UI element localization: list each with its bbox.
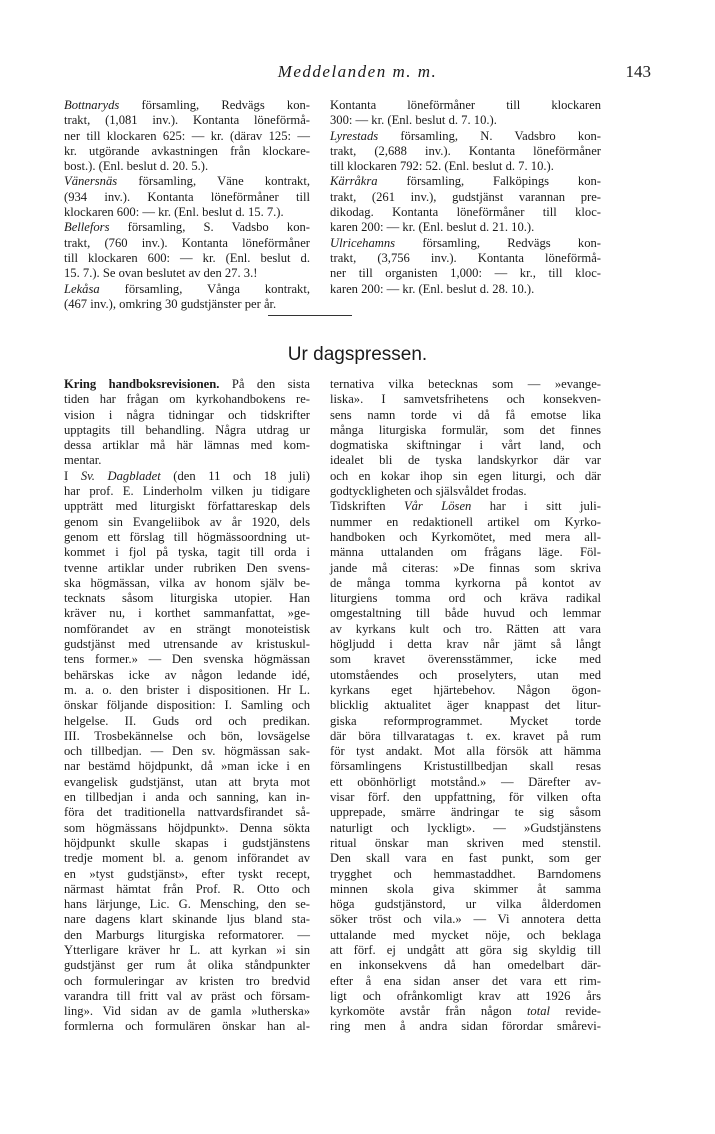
text-segment: sens namn torde vi då få emotse lika (330, 407, 601, 422)
text-line (64, 251, 310, 266)
text-line (64, 637, 310, 652)
text-segment: upprepade, smärre ändringar te sig såsom (330, 805, 601, 820)
text-line (330, 744, 601, 759)
text-segment: församling, Redvägs kon- (119, 98, 310, 112)
text-segment: ska högmässan, vilka av honom själv be- (64, 575, 310, 590)
page-number: 143 (625, 62, 651, 81)
text-line (330, 515, 601, 530)
text-line (64, 958, 310, 973)
text-segment: ner till organisten 1,000: — kr., till kloc- (330, 266, 601, 281)
text-segment: ling». Vid sidan av de gamla »lutherska» (64, 1004, 310, 1019)
text-line (64, 266, 310, 281)
section-title: Ur dagspressen. (287, 344, 428, 365)
text-segment: höga gudstjänstord, ur vilka ålderdomen (330, 897, 601, 912)
text-line (330, 484, 601, 499)
text-segment: Bottnaryds (64, 98, 120, 112)
text-line (64, 453, 310, 468)
text-segment: trakt, (760 inv.). Kontanta löneförmåner (64, 235, 310, 250)
text-line (64, 729, 310, 744)
text-line (330, 698, 601, 713)
text-segment: männa uttalanden om frågans läge. Föl- (330, 545, 601, 560)
text-line (64, 652, 310, 667)
text-segment: upptagits till behandling. Några utdrag ur (64, 422, 310, 437)
text-segment: I (64, 468, 81, 483)
text-segment: trakt, (261 inv.), gudstjänst varannan pre- (330, 189, 601, 204)
text-segment: nummer en redaktionell artikel om Kyrko- (330, 514, 601, 529)
text-segment: ternativa vilka betecknas som — »evange- (330, 377, 601, 391)
text-line (330, 759, 601, 774)
text-segment: 300: — kr. (Enl. beslut d. 7. 10.). (330, 113, 497, 128)
text-line (330, 591, 601, 606)
text-segment: Bellefors (64, 220, 110, 235)
text-segment: trygghet och hemmastaddhet. Barndomens (330, 866, 601, 881)
text-line (330, 652, 601, 667)
text-segment: en »tyst gudstjänst», efter tyskt recept, (64, 866, 310, 881)
text-line (64, 683, 310, 698)
text-segment: tredje moment bl. a. genom införandet av (64, 851, 310, 866)
text-line (64, 484, 310, 499)
text-line (64, 530, 310, 545)
text-segment: en inkonsekvens då han omedelbart där- (330, 958, 601, 973)
text-segment: karen 200: — kr. (Enl. beslut d. 28. 10.). (330, 281, 535, 296)
text-segment: trakt, (2,688 inv.). Kontanta löneförmåner (330, 143, 601, 158)
text-line (330, 144, 601, 159)
text-segment: efter å ena sidan anser det vara ett rim- (330, 973, 601, 988)
text-line (330, 867, 601, 882)
text-line (330, 174, 601, 189)
text-segment: klockaren 600: — kr. (Enl. beslut d. 15. 7.). (64, 205, 284, 220)
text-segment: kyrkomöte avstår från någon (330, 1004, 527, 1019)
text-segment: trakt, (3,756 inv.). Kontanta löneförmå- (330, 250, 601, 265)
text-segment: total (526, 1004, 551, 1019)
text-line (330, 775, 601, 790)
text-segment: ligt och ofrånkomligt krav att 1926 års (330, 988, 601, 1003)
text-line (330, 1004, 601, 1019)
text-line (64, 438, 310, 453)
text-line (330, 499, 601, 514)
text-segment: uppträtt med liturgiskt författareskap dels (64, 499, 310, 514)
text-line (330, 622, 601, 637)
text-segment: församlingens Kristustillbedjan skall resas (330, 759, 601, 774)
text-segment: evangelisk gudstjänst, utan att bryta mot (64, 774, 310, 789)
text-segment: har i sitt juli- (471, 499, 601, 514)
text-line (330, 438, 601, 453)
text-segment: omgestaltning till både huvud och lemmar (330, 606, 601, 621)
text-line (64, 1004, 310, 1019)
text-line (64, 190, 310, 205)
text-line (330, 912, 601, 927)
text-line (330, 129, 601, 144)
text-segment: trakt, (1,081 inv.). Kontanta löneförmå- (64, 113, 310, 128)
text-line (64, 576, 310, 591)
text-segment: Kärråkra (330, 174, 378, 189)
text-segment: ner till klockaren 625: — kr. (därav 125: — (64, 128, 310, 143)
text-segment: höjdpunkt skulle skapas i gudstjänstens (64, 835, 310, 850)
text-segment: Lekåsa (64, 281, 100, 296)
text-line (330, 251, 601, 266)
text-segment: (den 11 och 18 juli) (160, 468, 310, 483)
text-line (330, 836, 601, 851)
text-line (64, 282, 310, 297)
notices-left-column (64, 98, 310, 312)
text-line (64, 591, 310, 606)
text-line (64, 561, 310, 576)
text-segment: karen 200: — kr. (Enl. beslut d. 21. 10.). (330, 220, 535, 235)
text-line (330, 790, 601, 805)
text-segment: nomförandet av en strängt monoteistisk (64, 621, 310, 636)
text-segment: naturligt och lyckligt». — »Gudstjänstens (330, 820, 601, 835)
text-segment: hans lärjunge, Lic. G. Mensching, den se- (64, 897, 310, 912)
text-line (64, 236, 310, 251)
text-line (330, 453, 601, 468)
text-segment: minnen skola giva skimmer åt samma (330, 881, 601, 896)
text-segment: söker tröst och vila.» — Vi annotera detta (330, 912, 601, 927)
text-line (330, 469, 601, 484)
text-line (64, 545, 310, 560)
text-segment: församling, Väne kontrakt, (117, 174, 310, 189)
text-line (64, 714, 310, 729)
text-segment: dogmatiska skiftningar i vårt land, och (330, 438, 601, 453)
text-segment: Sv. Dagbladet (80, 468, 161, 483)
text-segment: till klockaren 792: 52. (Enl. beslut d. 7. 10.). (330, 159, 554, 174)
text-segment: nar bestämd höjdpunkt, då »man icke i en (64, 759, 310, 774)
text-line (64, 622, 310, 637)
text-line (330, 205, 601, 220)
text-segment: m. a. o. den brister i dispositionen. Hr L. (64, 682, 310, 697)
text-line (64, 205, 310, 220)
text-segment: uttalande med mycket nöje, och beklaga (330, 927, 601, 942)
text-line (330, 805, 601, 820)
text-line (330, 897, 601, 912)
text-segment: Den skall vara en fast punkt, som ger (330, 851, 601, 866)
text-segment: Tidskriften (330, 499, 404, 514)
text-segment: av kyrkans kult och tro. Rätten att vara (330, 621, 601, 636)
text-line (64, 759, 310, 774)
text-segment: nare dagens klart skinande ljus bland sta- (64, 912, 310, 927)
text-line (330, 561, 601, 576)
text-segment: Lyrestads (330, 128, 379, 143)
text-line (64, 408, 310, 423)
text-segment: församling, S. Vadsbo kon- (109, 220, 310, 235)
text-line (64, 989, 310, 1004)
text-line (64, 912, 310, 927)
text-segment: tiden har frågan om kyrkohandbokens re- (64, 392, 310, 407)
text-line (64, 698, 310, 713)
text-line (64, 882, 310, 897)
text-segment: kyrkans eget hjärtebehov. Någon ögon- (330, 682, 601, 697)
text-line (64, 499, 310, 514)
text-segment: tvenne artiklar under rubriken Den svens- (64, 560, 310, 575)
text-line (330, 882, 601, 897)
text-line (64, 805, 310, 820)
text-segment: högljudd i detta krav når jämt så långt (330, 637, 601, 652)
text-line (330, 958, 601, 973)
text-segment: Ytterligare kräver hr L. att kyrkan »i sin (64, 942, 310, 957)
text-segment: gudstjänst ger rum åt olika ståndpunkter (64, 958, 310, 973)
text-line (64, 668, 310, 683)
text-line (64, 836, 310, 851)
text-line (330, 98, 601, 113)
text-segment: formlerna och formulären önskar han al- (64, 1019, 310, 1034)
text-line (64, 851, 310, 866)
text-segment: att förf. ej undgått att göra sig skyldig till (330, 942, 601, 957)
text-line (64, 297, 310, 312)
text-line (330, 974, 601, 989)
text-segment: och tillbedjan. — Den sv. högmässan sak- (64, 744, 310, 759)
text-segment: den Marburgs liturgiska reformatorer. — (64, 927, 310, 942)
text-line (330, 377, 601, 392)
text-line (64, 790, 310, 805)
text-segment: På den sista (219, 377, 310, 391)
text-segment: giska reformprogrammet. Mycket torde (330, 713, 601, 728)
text-segment: de många tomma kyrkorna på kontot av (330, 575, 601, 590)
text-segment: och en kokar ihop sin egen liturgi, och där (330, 468, 601, 483)
text-line (64, 744, 310, 759)
text-line (64, 775, 310, 790)
text-line (330, 714, 601, 729)
notices-right-column (330, 98, 601, 297)
text-line (330, 928, 601, 943)
text-segment: III. Trosbekännelse och bön, lovsägelse (64, 728, 310, 743)
text-line (64, 606, 310, 621)
text-segment: visar förf. den uppfattning, för vilken ofta (330, 790, 601, 805)
text-segment: tens former.» — Den svenska högmässan (64, 652, 310, 667)
text-segment: tecknats såsom liturgiska utopier. Han (64, 591, 310, 606)
text-line (64, 974, 310, 989)
text-segment: helgelse. II. Guds ord och predikan. (64, 713, 310, 728)
text-line (330, 821, 601, 836)
text-line (330, 266, 601, 281)
text-segment: revide- (550, 1004, 602, 1019)
text-line (64, 174, 310, 189)
text-segment: dessa artiklar må här lämnas med kom- (64, 438, 310, 453)
text-segment: kommet i fjol på tyska, tagit till orda i (64, 545, 310, 560)
text-segment: dikodag. Kontanta löneförmåner till kloc- (330, 205, 601, 220)
text-segment: Vår Lösen (403, 499, 472, 514)
text-line (330, 1019, 601, 1034)
text-line (330, 729, 601, 744)
text-segment: liska». I samvetsfrihetens och konsekven- (330, 392, 601, 407)
text-line (330, 159, 601, 174)
text-segment: för tyst andakt. Mot alla försök att hämma (330, 744, 601, 759)
text-line (330, 190, 601, 205)
text-line (64, 1019, 310, 1034)
text-line (330, 637, 601, 652)
text-segment: kr. utgörande avkastningen från klockare- (64, 143, 310, 158)
text-line (64, 423, 310, 438)
text-line (330, 530, 601, 545)
text-line (64, 867, 310, 882)
text-segment: genom ett förslag till högmässoordning ut- (64, 529, 310, 544)
text-segment: som högmässans höjdpunkt». Denna sökta (64, 820, 310, 835)
text-line (64, 897, 310, 912)
text-segment: till klockaren 600: — kr. (Enl. beslut d. (64, 250, 310, 265)
text-segment: Kring handboksrevisionen. (64, 377, 220, 391)
text-segment: 15. 7.). Se ovan beslutet av den 27. 3.! (64, 266, 258, 281)
text-segment: församling, N. Vadsbro kon- (378, 128, 601, 143)
text-segment: kräver nu, i korthet sammanfattat, »ge- (64, 606, 310, 621)
text-segment: jande må citeras: »De finnas som skriva (330, 560, 601, 575)
text-segment: ett obönhörligt motstånd.» — Därefter av- (330, 774, 601, 789)
text-line (330, 943, 601, 958)
text-line (64, 392, 310, 407)
text-line (330, 851, 601, 866)
text-line (64, 928, 310, 943)
text-line (330, 282, 601, 297)
text-line (330, 408, 601, 423)
text-segment: godtyckligheten och själsvåldet frodas. (330, 484, 527, 499)
text-segment: församling, Vånga kontrakt, (99, 281, 310, 296)
text-line (330, 606, 601, 621)
article-left-column (64, 377, 310, 1035)
text-line (64, 515, 310, 530)
text-segment: varandra till fritt val av präst och försam- (64, 988, 310, 1003)
text-segment: behärskas icke av någon ledande idé, (64, 667, 310, 682)
text-line (330, 683, 601, 698)
text-segment: en tillbedjan i anda och sanning, kan in- (64, 790, 310, 805)
text-segment: som kravet överensstämmer, icke med (330, 652, 601, 667)
text-segment: genom sin Evangeliibok av år 1920, dels (64, 514, 310, 529)
text-segment: ritual önskar man skriven med stenstil. (330, 835, 601, 850)
text-line (330, 392, 601, 407)
text-segment: Ulricehamns (330, 235, 396, 250)
text-segment: utomståendes och proselyters, utan med (330, 667, 601, 682)
text-segment: Kontanta löneförmåner till klockaren (330, 98, 601, 112)
text-segment: där böra tillvaratagas t. ex. kravet på rum (330, 728, 601, 743)
text-segment: (467 inv.), omkring 30 gudstjänster per år. (64, 296, 277, 311)
text-segment: Vänersnäs (64, 174, 118, 189)
text-line (64, 377, 310, 392)
text-segment: liturgiens tomma ord och kräva radikal (330, 591, 601, 606)
text-segment: närmast hämtat från Prof. R. Otto och (64, 881, 310, 896)
text-segment: gudstjänst med utrensande av kristuskul- (64, 637, 310, 652)
text-segment: har prof. E. Linderholm vilken ju tidigare (64, 484, 310, 499)
text-segment: vision i några tidningar och tidskrifter (64, 407, 310, 422)
text-line (64, 129, 310, 144)
text-segment: föra det traditionella nattvardsfirandet så- (64, 805, 310, 820)
text-segment: många liturgiska formulär, som det finnes (330, 422, 601, 437)
text-segment: bost.). (Enl. beslut d. 20. 5.). (64, 159, 209, 174)
text-segment: ring men å andra sidan förordar smårevi- (330, 1019, 601, 1034)
text-line (330, 668, 601, 683)
text-line (64, 113, 310, 128)
text-segment: (934 inv.). Kontanta löneförmåner till (64, 189, 310, 204)
text-line (64, 98, 310, 113)
text-segment: idealet bli de tyska landskyrkor där var (330, 453, 601, 468)
text-segment: församling, Redvägs kon- (395, 235, 601, 250)
text-line (64, 943, 310, 958)
running-head (0, 62, 715, 84)
article-right-column (330, 377, 601, 1035)
text-line (330, 989, 601, 1004)
text-line (64, 144, 310, 159)
text-line (330, 576, 601, 591)
text-line (330, 220, 601, 235)
running-title: Meddelanden m. m. (277, 62, 438, 81)
text-line (64, 469, 310, 484)
text-line (330, 236, 601, 251)
text-line (330, 423, 601, 438)
text-line (64, 821, 310, 836)
text-segment: handboken och Kyrkomötet, med mera all- (330, 529, 601, 544)
text-line (330, 113, 601, 128)
section-divider (268, 315, 352, 316)
text-segment: och formuleringar av kristen tro bredvid (64, 973, 310, 988)
text-segment: församling, Falköpings kon- (377, 174, 601, 189)
text-segment: blicklig aktualitet äger knappast det litur- (330, 698, 601, 713)
text-segment: mentar. (64, 453, 102, 468)
text-line (64, 220, 310, 235)
text-segment: önskar följande disposition: I. Samling och (64, 698, 310, 713)
text-line (64, 159, 310, 174)
text-line (330, 545, 601, 560)
